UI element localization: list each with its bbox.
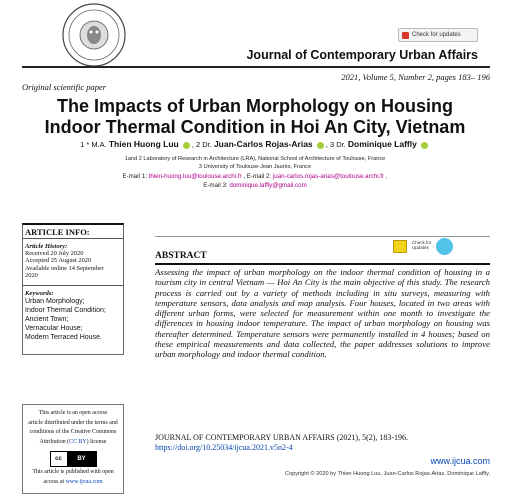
oa-text: ) license [86, 438, 107, 445]
check-for-updates-icon[interactable] [412, 236, 456, 256]
author-name: Thien Huong Luu [108, 139, 179, 149]
oa-license-line [23, 438, 123, 448]
cc-by-link[interactable]: CC BY [69, 438, 87, 445]
oa-text: Attribution ( [39, 438, 70, 445]
paper-type: Original scientific paper [22, 82, 107, 92]
author-name: Juan-Carlos Rojas-Arias [213, 139, 313, 149]
paper-title-line1: The Impacts of Urban Morphology on Housing [57, 96, 453, 116]
email-label: E-mail 1: [122, 173, 147, 180]
journal-name: Journal of Contemporary Urban Affairs [246, 48, 478, 62]
keyword: Indoor Thermal Condition; [25, 306, 106, 314]
website-link[interactable]: www.ijcua.com [430, 456, 490, 466]
abstract-text: Assessing the impact of urban morphology on the indoor thermal condition of housing in a tourism city in central Vietnam — Hoi An City is the main objective of this study. The research process is carried out by a variety of methods including in situ surveys, measuring with temperature sensors, data analysis and map analysis. Four houses, located in two areas with different urban forms, were selected for measurement within one month to investigate the differences in housing indoor temperature. The impact of urban morphology on housing was thereafter determined. Temperature sensors were permanently installed in 4 houses; based on these empirical measurements and data collected, the paper addresses solutions to improve urban morphology and indoor thermal condition. [155, 267, 490, 360]
bookmark-icon [402, 32, 409, 39]
oa-text: article distributed under the terms and [28, 419, 118, 426]
citation-block [155, 433, 490, 453]
oa-access-line [23, 478, 123, 488]
check-badge-text: Check for Updates [412, 240, 432, 250]
affiliation-1: 1and 2 Laboratory of Research in Architecture (LRA), National School of Architecture of Toulouse, France [124, 156, 386, 162]
divider [23, 285, 123, 286]
keyword: Ancient Town; [25, 315, 69, 323]
email-link[interactable]: dominique.laffly@gmail.com [229, 182, 307, 189]
divider [23, 238, 123, 239]
cc-icon: cc [51, 452, 68, 466]
author-prefix: 1 * M.A. [80, 140, 107, 149]
check-for-updates-badge[interactable] [398, 28, 478, 42]
citation-text: JOURNAL OF CONTEMPORARY URBAN AFFAIRS (2021), 5(2), 183-196. [155, 433, 409, 442]
article-history-label: Article History: [25, 243, 68, 250]
oa-text: conditions of the Creative Commons [29, 429, 117, 436]
author-list: 1 * M.A. Thien Huong Luu , 2 Dr. Juan-Carlos Rojas-Arias , 3 Dr. Dominique Laffly [10, 139, 500, 149]
keyword: Urban Morphology; [25, 297, 85, 305]
cc-by-license-icon[interactable] [50, 451, 97, 467]
oa-text: access at [43, 478, 65, 485]
email-link[interactable]: juan-carlos.rojas-arias@toulouse.archi.fr , [272, 173, 388, 180]
scroll-icon[interactable] [393, 240, 407, 253]
author-name: Dominique Laffly [347, 139, 417, 149]
email-label: E-mail 3: [203, 182, 228, 189]
email-line-2 [10, 182, 500, 189]
email-label: , E-mail 2: [243, 173, 272, 180]
email-line-1 [10, 173, 500, 180]
available-year: 2020 [25, 272, 38, 280]
keyword: Modern Terraced House. [25, 333, 102, 341]
orcid-icon[interactable] [421, 142, 428, 149]
available-date: Available online 14 September [25, 264, 104, 272]
journal-seal-logo [58, 2, 130, 68]
oa-text: This article is an open access [38, 410, 108, 416]
affiliation-2: 3 University of Toulouse-Jean Jaurès, France [198, 164, 312, 170]
article-info-heading: ARTICLE INFO: [25, 227, 90, 237]
keywords-label: Keywords: [25, 289, 54, 297]
checkmark-circle-icon [436, 238, 453, 255]
check-updates-label: Check for updates [412, 32, 461, 38]
accepted-date: Accepted 25 August 2020 [25, 257, 92, 265]
volume-info: 2021, Volume 5, Number 2, pages 183– 196 [341, 72, 490, 82]
oa-text: This article is published with open [32, 469, 114, 476]
doi-link[interactable]: https://doi.org/10.25034/ijcua.2021.v5n2-4 [155, 443, 293, 452]
copyright-notice: Copyright © 2020 by Thien Huong Luu, Juan-Carlos Rojas-Arias, Dominique Laffly. [285, 471, 490, 477]
article-info-box [22, 223, 124, 355]
by-icon: BY [68, 452, 96, 466]
header-rule [22, 66, 490, 68]
paper-title-line2: Indoor Thermal Condition in Hoi An City, Vietnam [44, 117, 466, 137]
author-prefix: 2 Dr. [196, 140, 212, 149]
author-prefix: 3 Dr. [329, 140, 346, 149]
abstract-heading: ABSTRACT [155, 251, 207, 261]
orcid-icon[interactable] [183, 142, 190, 149]
orcid-icon[interactable] [317, 142, 324, 149]
open-access-box [22, 404, 124, 494]
journal-website-link[interactable]: www.ijcua.com [65, 478, 103, 485]
received-date: Received 20 July 2020 [25, 250, 84, 257]
email-link[interactable]: thien-huong.luu@toulouse.archi.fr [148, 173, 242, 180]
keyword: Vernacular House; [25, 324, 83, 332]
abstract-rule [155, 263, 490, 265]
